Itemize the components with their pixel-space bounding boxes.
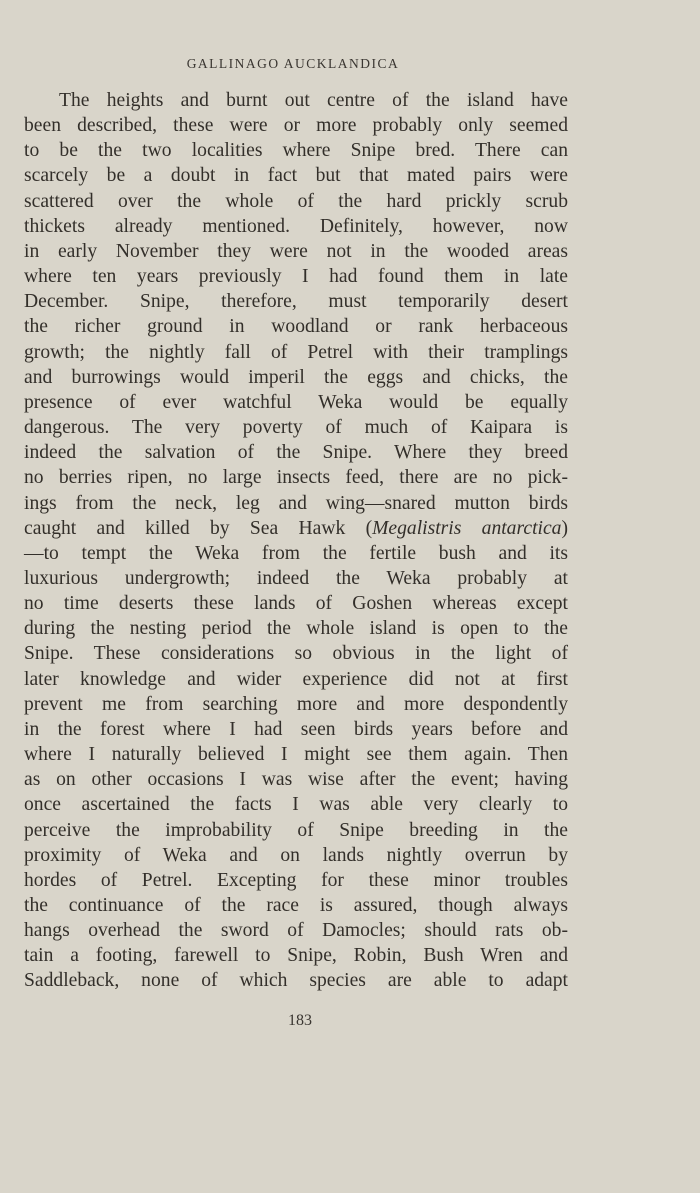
text-line: in early November they were not in the wooded areas [24, 240, 568, 262]
text-line: December. Snipe, therefore, must temporarily desert [24, 291, 568, 313]
text-line: presence of ever watchful Weka would be equally [24, 391, 568, 413]
text-line: thickets already mentioned. Definitely, however, now [24, 215, 568, 237]
text-line: once ascertained the facts I was able very clearly to [24, 794, 568, 816]
text-line: where ten years previously I had found them in late [24, 266, 568, 288]
text-line: hordes of Petrel. Excepting for these minor troubles [24, 869, 568, 891]
text-segment: caught and killed by Sea Hawk ( [24, 517, 373, 539]
text-line: no berries ripen, no large insects feed, there are no pick- [24, 467, 568, 489]
text-line: prevent me from searching more and more despondently [24, 693, 568, 715]
text-line: growth; the nightly fall of Petrel with their tramplings [24, 341, 568, 363]
text-line: the richer ground in woodland or rank herbaceous [24, 316, 568, 338]
text-segment: ) [561, 517, 568, 539]
page-number: 183 [288, 1012, 312, 1029]
text-line: no time deserts these lands of Goshen whereas except [24, 593, 568, 615]
text-line: been described, these were or more probably only seemed [24, 115, 568, 137]
text-line: during the nesting period the whole island is open to the [24, 618, 568, 640]
text-line: in the forest where I had seen birds years before and [24, 718, 568, 740]
text-line: proximity of Weka and on lands nightly overrun by [24, 844, 568, 866]
body-text [24, 88, 568, 994]
text-line: the continuance of the race is assured, though always [24, 895, 568, 916]
text-line: and burrowings would imperil the eggs and chicks, the [24, 366, 568, 388]
running-head: GALLINAGO AUCKLANDICA [186, 56, 400, 71]
text-line: The heights and burnt out centre of the island have [59, 90, 568, 111]
text-line: —to tempt the Weka from the fertile bush and its [24, 542, 568, 564]
text-line: dangerous. The very poverty of much of Kaipara is [24, 417, 568, 439]
text-line: indeed the salvation of the Snipe. Where they breed [24, 442, 568, 464]
text-line: tain a footing, farewell to Snipe, Robin, Bush Wren and [24, 945, 568, 967]
text-line: perceive the improbability of Snipe breeding in the [24, 819, 568, 841]
text-line: Snipe. These considerations so obvious in the light of [24, 643, 568, 665]
text-line: as on other occasions I was wise after the event; having [24, 769, 568, 791]
text-line: to be the two localities where Snipe bred. There can [24, 140, 568, 162]
species-name-italic: Megalistris antarctica [372, 517, 562, 539]
text-line: Saddleback, none of which species are able to adapt [24, 970, 568, 992]
text-line: scattered over the whole of the hard prickly scrub [24, 190, 568, 212]
text-line: ings from the neck, leg and wing—snared mutton birds [24, 492, 568, 514]
text-line: where I naturally believed I might see them again. Then [24, 744, 568, 766]
text-line: later knowledge and wider experience did not at first [24, 668, 568, 690]
text-line-with-italic [24, 516, 568, 541]
text-line: hangs overhead the sword of Damocles; should rats ob- [24, 920, 568, 942]
text-line: luxurious undergrowth; indeed the Weka probably at [24, 567, 568, 589]
text-line: scarcely be a doubt in fact but that mated pairs were [24, 165, 568, 187]
